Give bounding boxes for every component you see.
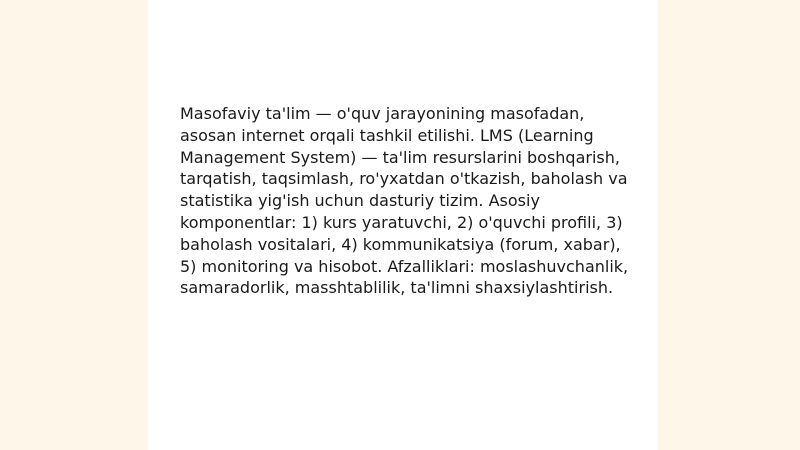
body-paragraph: Masofaviy ta'lim — o'quv jarayonining masofadan, asosan internet orqali tashkil etilishi. LMS (Learning Management System) — ta'lim resurslarini boshqarish, tarqatish, taqsimlash, ro'yxatdan o'tkazish, baholash va statistika yig'ish uchun dasturiy tizim. Asosiy komponentlar: 1) kurs yaratuvchi, 2) o'quvchi profili, 3) baholash vositalari, 4) kommunikatsiya (forum, xabar), 5) monitoring va hisobot. Afzalliklari: moslashuvchanlik, samaradorlik, masshtablilik, ta'limni shaxsiylashtirish.: [180, 104, 629, 298]
document-page: [148, 0, 658, 450]
